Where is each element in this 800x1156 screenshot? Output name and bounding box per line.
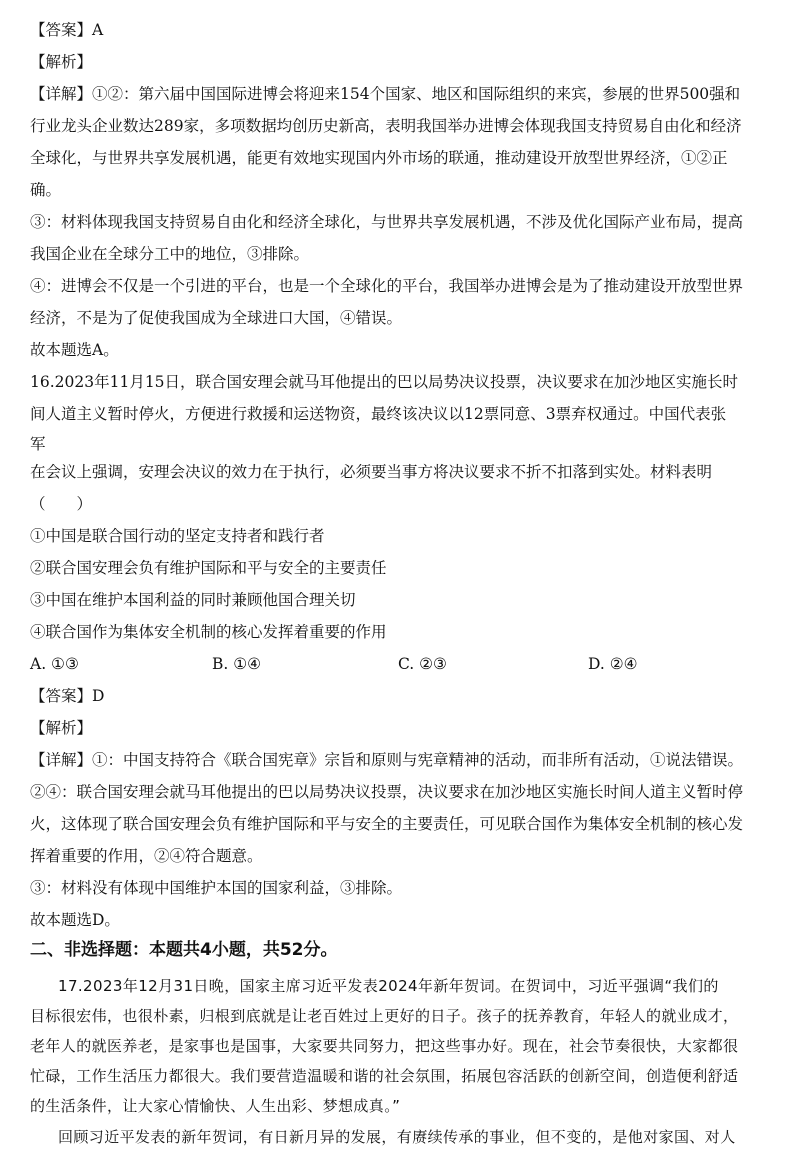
q17-line: 忙碌，工作生活压力都很大。我们要营造温暖和谐的社会氛围，拓展包容活跃的创新空间，创造便利舒适	[30, 1067, 739, 1085]
q15-analysis-label: 【解析】	[30, 53, 93, 71]
q15-detail-line: 全球化，与世界共享发展机遇，能更有效地实现国内外市场的联通，推动建设开放型世界经济，①②正	[30, 149, 728, 167]
q16-detail-line: ③：材料没有体现中国维护本国的国家利益，③排除。	[30, 879, 403, 897]
q16-statement-1: ①中国是联合国行动的坚定支持者和践行者	[30, 527, 325, 545]
q16-stem-line: 16.2023年11月15日，联合国安理会就马耳他提出的巴以局势决议投票，决议要求在加沙地区实施长时	[30, 373, 739, 391]
q16-option-c: C. ②③	[398, 655, 447, 673]
q16-stem-line: 军	[30, 435, 46, 453]
q16-statement-2: ②联合国安理会负有维护国际和平与安全的主要责任	[30, 559, 387, 577]
q15-conclusion: 故本题选A。	[30, 341, 119, 359]
q17-line: 回顾习近平发表的新年贺词，有日新月异的发展，有赓续传承的事业，但不变的，是他对家国、对人	[58, 1128, 736, 1146]
section-heading: 二、非选择题：本题共4小题，共52分。	[30, 940, 338, 960]
q17-line: 的生活条件，让大家心情愉快、人生出彩、梦想成真。”	[30, 1097, 401, 1115]
q15-answer: 【答案】A	[30, 21, 104, 39]
q16-detail-line: ②④：联合国安理会就马耳他提出的巴以局势决议投票，决议要求在加沙地区实施长时间人道主义暂时停	[30, 783, 744, 801]
q15-detail-line: 【详解】①②：第六届中国国际进博会将迎来154个国家、地区和国际组织的来宾，参展的世界500强和	[30, 85, 741, 103]
q15-detail-line: 确。	[30, 181, 62, 199]
q16-detail-line: 火，这体现了联合国安理会负有维护国际和平与安全的主要责任，可见联合国作为集体安全机制的核心发	[30, 815, 744, 833]
q15-detail-line: ③：材料体现我国支持贸易自由化和经济全球化，与世界共享发展机遇，不涉及优化国际产业布局，提高	[30, 213, 744, 231]
q16-option-d: D. ②④	[588, 655, 638, 673]
q17-line: 老年人的就医养老，是家事也是国事，大家要共同努力，把这些事办好。现在，社会节奏很快，大家都很	[30, 1037, 739, 1055]
q16-option-b: B. ①④	[212, 655, 262, 673]
q16-answer: 【答案】D	[30, 687, 105, 705]
q16-statement-3: ③中国在维护本国利益的同时兼顾他国合理关切	[30, 591, 356, 609]
q16-detail-line: 【详解】①：中国支持符合《联合国宪章》宗旨和原则与宪章精神的活动，而非所有活动，①说法错误。	[30, 751, 744, 769]
q16-detail-line: 挥着重要的作用，②④符合题意。	[30, 847, 263, 865]
q17-line: 17.2023年12月31日晚，国家主席习近平发表2024年新年贺词。在贺词中，习近平强调“我们的	[58, 977, 719, 995]
q16-conclusion: 故本题选D。	[30, 911, 120, 929]
q15-detail-line: ④：进博会不仅是一个引进的平台，也是一个全球化的平台，我国举办进博会是为了推动建设开放型世界	[30, 277, 744, 295]
q16-stem-line: 间人道主义暂时停火，方便进行救援和运送物资，最终该决议以12票同意、3票弃权通过。中国代表张	[30, 405, 727, 423]
q15-detail-line: 行业龙头企业数达289家，多项数据均创历史新高，表明我国举办进博会体现我国支持贸易自由化和经济	[30, 117, 742, 135]
q16-answer-blank: （ ）	[30, 495, 93, 513]
q16-stem-line: 在会议上强调，安理会决议的效力在于执行，必须要当事方将决议要求不折不扣落到实处。材料表明	[30, 463, 713, 481]
q16-statement-4: ④联合国作为集体安全机制的核心发挥着重要的作用	[30, 623, 387, 641]
q16-analysis-label: 【解析】	[30, 719, 93, 737]
q16-option-a: A. ①③	[30, 655, 79, 673]
q17-line: 目标很宏伟，也很朴素，归根到底就是让老百姓过上更好的日子。孩子的抚养教育，年轻人的就业成才，	[30, 1007, 739, 1025]
q15-detail-line: 经济，不是为了促使我国成为全球进口大国，④错误。	[30, 309, 403, 327]
q15-detail-line: 我国企业在全球分工中的地位，③排除。	[30, 245, 310, 263]
